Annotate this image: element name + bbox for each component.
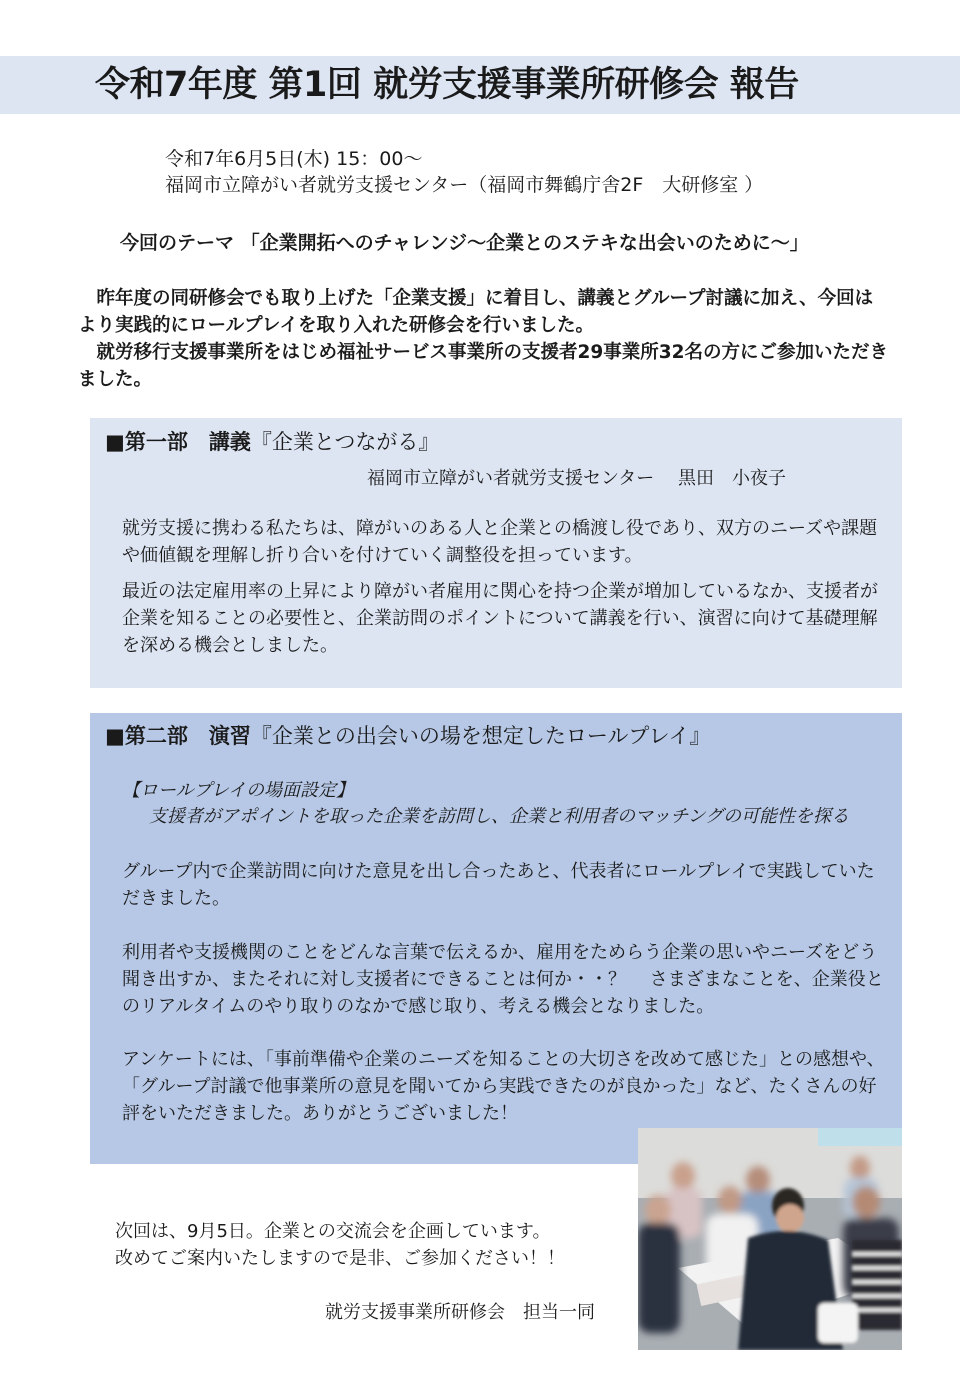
part1-subtitle: 『企業とつながる』: [250, 430, 440, 454]
part2-heading-label: ■第二部 演習: [105, 724, 251, 748]
signature: 就労支援事業所研修会 担当一同: [325, 1302, 595, 1323]
next-notice: [115, 1218, 565, 1272]
part2-subtitle: 『企業との出会いの場を想定したロールプレイ』: [250, 724, 711, 748]
workshop-photo-illustration: [638, 1128, 902, 1350]
part2-heading: [105, 721, 711, 751]
intro-paragraph: 就労移行支援事業所をはじめ福祉サービス事業所の支援者29事業所32名の方にご参加いただきました。: [78, 342, 888, 390]
next-notice-line: 改めてご案内いたしますので是非、ご参加ください！！: [115, 1248, 565, 1269]
page-title: 令和7年度 第1回 就労支援事業所研修会 報告: [95, 65, 799, 105]
event-date: 令和7年6月5日(木) 15：00～: [165, 148, 423, 170]
part1-heading-label: ■第一部 講義: [105, 430, 251, 454]
part1-heading: [105, 427, 439, 457]
event-venue: 福岡市立障がい者就労支援センター（福岡市舞鶴庁舎2F 大研修室 ）: [165, 174, 764, 196]
part2-paragraph: アンケートには、「事前準備や企業のニーズを知ることの大切さを改めて感じた」との感想や、「グループ討議で他事業所の意見を聞いてから実践できたのが良かった」など、たくさんの好評をいただきました。ありがとうございました！: [122, 1049, 885, 1124]
scenario-text: 支援者がアポイントを取った企業を訪問し、企業と利用者のマッチングの可能性を探る: [149, 806, 850, 827]
theme-line: 今回のテーマ 「企業開拓へのチャレンジ～企業とのステキな出会いのために～」: [120, 232, 809, 254]
lecturer-name: 福岡市立障がい者就労支援センター 黒田 小夜子: [367, 468, 786, 489]
part2-paragraph: 利用者や支援機関のことをどんな言葉で伝えるか、雇用をためらう企業の思いやニーズをどう聞き出すか、またそれに対し支援者にできることは何か・・？ さまざまなことを、企業役とのリアルタイムのやり取りのなかで感じ取り、考える機会となりました。: [122, 942, 884, 1017]
scenario-label: 【ロールプレイの場面設定】: [122, 780, 355, 801]
workshop-photo: [638, 1128, 902, 1350]
next-notice-line: 次回は、9月5日。企業との交流会を企画しています。: [115, 1221, 551, 1242]
intro-section: [78, 285, 888, 393]
intro-paragraph: 昨年度の同研修会でも取り上げた「企業支援」に着目し、講義とグループ討議に加え、今回はより実践的にロールプレイを取り入れた研修会を行いました。: [78, 288, 874, 336]
part1-paragraph: 就労支援に携わる私たちは、障がいのある人と企業との橋渡し役であり、双方のニーズや課題や価値観を理解し折り合いを付けていく調整役を担っています。: [122, 518, 878, 566]
part2-paragraph: グループ内で企業訪問に向けた意見を出し合ったあと、代表者にロールプレイで実践していただきました。: [122, 861, 875, 909]
part1-paragraph: 最近の法定雇用率の上昇により障がい者雇用に関心を持つ企業が増加しているなか、支援者が企業を知ることの必要性と、企業訪問のポイントについて講義を行い、演習に向けて基礎理解を深める機会としました。: [122, 581, 878, 656]
